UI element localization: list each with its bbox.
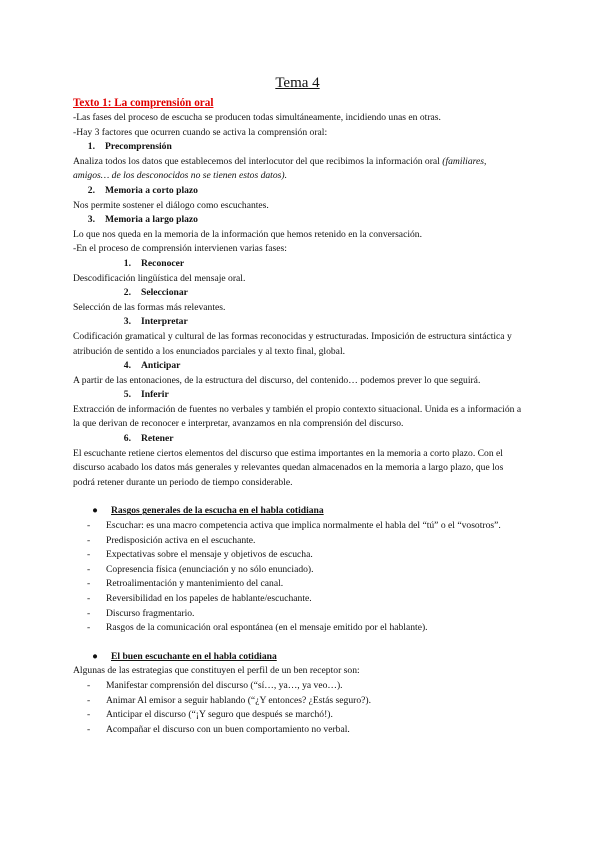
factor-text-italic: (familiares, amigos… de los desconocidos no se tienen estos datos). [73, 155, 487, 182]
list-item-text: Discurso fragmentario. [106, 607, 195, 619]
dash-marker: - [87, 723, 91, 735]
intro-line-2: -Hay 3 factores que ocurren cuando se activa la comprensión oral: [73, 126, 328, 138]
factor-label: Precomprensión [105, 141, 172, 153]
factor-heading-precomprension [73, 140, 522, 155]
factor-text-corto-plazo: Nos permite sostener el diálogo como escuchantes. [73, 199, 269, 211]
list-item [73, 607, 522, 622]
rasgos-list [73, 519, 522, 636]
phase-number: 1. [123, 257, 131, 269]
factor-text-precomprension [73, 155, 522, 184]
phase-number: 5. [123, 389, 131, 401]
section-heading-comprension-oral: Texto 1: La comprensión oral [73, 97, 214, 109]
list-item [73, 694, 522, 709]
list-item-text: Retroalimentación y mantenimiento del canal. [106, 578, 284, 590]
dash-marker: - [87, 607, 91, 619]
phase-text-interpretar: Codificación gramatical y cultural de las formas reconocidas y estructuradas. Imposición de estructura sintáctica y atribución de sentido a los enunciados parciales y al texto final, global. [73, 330, 512, 357]
section-heading-rasgos-generales [73, 504, 522, 519]
list-item [73, 679, 522, 694]
phase-heading-seleccionar [73, 286, 522, 301]
phase-number: 4. [123, 360, 131, 372]
list-item-text: Expectativas sobre el mensaje y objetivos de escucha. [106, 549, 313, 561]
phases-intro: -En el proceso de comprensión intervienen varias fases: [73, 243, 287, 255]
bullet-dot-icon: ● [92, 650, 98, 662]
dash-marker: - [87, 578, 91, 590]
phase-label: Reconocer [141, 257, 185, 269]
factor-label: Memoria a corto plazo [105, 184, 198, 196]
phase-number: 2. [123, 287, 131, 299]
list-item [73, 519, 522, 534]
list-item-text: Escuchar: es una macro competencia activa que implica normalmente el habla del “tú” o el “vosotros”. [106, 520, 501, 532]
dash-marker: - [87, 694, 91, 706]
list-item [73, 534, 522, 549]
dash-marker: - [87, 679, 91, 691]
phase-heading-anticipar [73, 359, 522, 374]
dash-marker: - [87, 622, 91, 634]
phase-label: Seleccionar [141, 287, 188, 299]
list-item [73, 708, 522, 723]
list-item-text: Copresencia física (enunciación y no sólo enunciado). [106, 563, 314, 575]
dash-marker: - [87, 549, 91, 561]
list-item-text: Acompañar el discurso con un buen comportamiento no verbal. [106, 723, 350, 735]
phase-heading-reconocer [73, 257, 522, 272]
list-item [73, 577, 522, 592]
list-item-text: Anticipar el discurso (“¡Y seguro que después se marchó!). [106, 709, 333, 721]
list-item [73, 592, 522, 607]
factor-heading-corto-plazo [73, 184, 522, 199]
dash-marker: - [87, 563, 91, 575]
factor-number: 2. [87, 184, 95, 196]
phase-text-reconocer: Descodificación lingüística del mensaje oral. [73, 272, 246, 284]
list-item [73, 621, 522, 636]
section-heading-text: Rasgos generales de la escucha en el habla cotidiana [111, 505, 324, 517]
list-item [73, 723, 522, 738]
list-item-text: Rasgos de la comunicación oral espontánea (en el mensaje emitido por el hablante). [106, 622, 428, 634]
section-heading-text: El buen escuchante en el habla cotidiana [111, 650, 277, 662]
intro-line-1: -Las fases del proceso de escucha se producen todas simultáneamente, incidiendo unas en otras. [73, 112, 441, 123]
buen-escuchante-intro: Algunas de las estrategias que constituyen el perfil de un ben receptor son: [73, 665, 360, 677]
dash-marker: - [87, 534, 91, 546]
dash-marker: - [87, 520, 91, 532]
phase-heading-interpretar [73, 315, 522, 330]
list-item-text: Predisposición activa en el escuchante. [106, 534, 256, 546]
phase-text-inferir: Extracción de información de fuentes no verbales y también el propio contexto situacional. Unida es a información a la que derivan de reconocer e interpretar, avanzamos en nla comprensión del discurso. [73, 403, 522, 430]
factor-label: Memoria a largo plazo [105, 214, 198, 226]
phase-text-retener: El escuchante retiene ciertos elementos del discurso que estima importantes en la memoria a corto plazo. Con el discurso acabado los datos más generales y relevantes quedan almacenados en la memoria a largo plazo, que los podrá retener durante un periodo de tiempo considerable. [73, 447, 504, 488]
phase-label: Interpretar [141, 316, 188, 328]
phase-heading-inferir [73, 388, 522, 403]
phase-text-seleccionar: Selección de las formas más relevantes. [73, 301, 226, 313]
estrategias-list [73, 679, 522, 737]
factor-number: 1. [87, 141, 95, 153]
factor-heading-largo-plazo [73, 213, 522, 228]
list-item-text: Reversibilidad en los papeles de hablante/escuchante. [106, 593, 312, 604]
list-item-text: Manifestar comprensión del discurso (“sí…, ya…, ya veo…). [106, 679, 343, 691]
phase-number: 3. [123, 316, 131, 328]
list-item-text: Animar Al emisor a seguir hablando (“¿Y entonces? ¿Estás seguro?). [106, 694, 371, 706]
phase-label: Inferir [141, 389, 169, 401]
bullet-dot-icon: ● [92, 505, 98, 517]
factor-number: 3. [87, 214, 95, 226]
list-item [73, 548, 522, 563]
dash-marker: - [87, 593, 91, 604]
phase-label: Anticipar [141, 360, 181, 372]
phase-heading-retener [73, 432, 522, 447]
factor-text-largo-plazo: Lo que nos queda en la memoria de la información que hemos retenido en la conversación. [73, 228, 422, 240]
phase-text-anticipar: A partir de las entonaciones, de la estructura del discurso, del contenido… podemos prever lo que seguirá. [73, 374, 481, 386]
factor-text: Analiza todos los datos que establecemos del interlocutor del que recibimos la información oral [73, 155, 440, 167]
page-title: Tema 4 [275, 75, 320, 91]
list-item [73, 563, 522, 578]
dash-marker: - [87, 709, 91, 721]
phase-label: Retener [141, 433, 174, 445]
phase-number: 6. [123, 433, 131, 445]
section-heading-buen-escuchante [73, 650, 522, 665]
